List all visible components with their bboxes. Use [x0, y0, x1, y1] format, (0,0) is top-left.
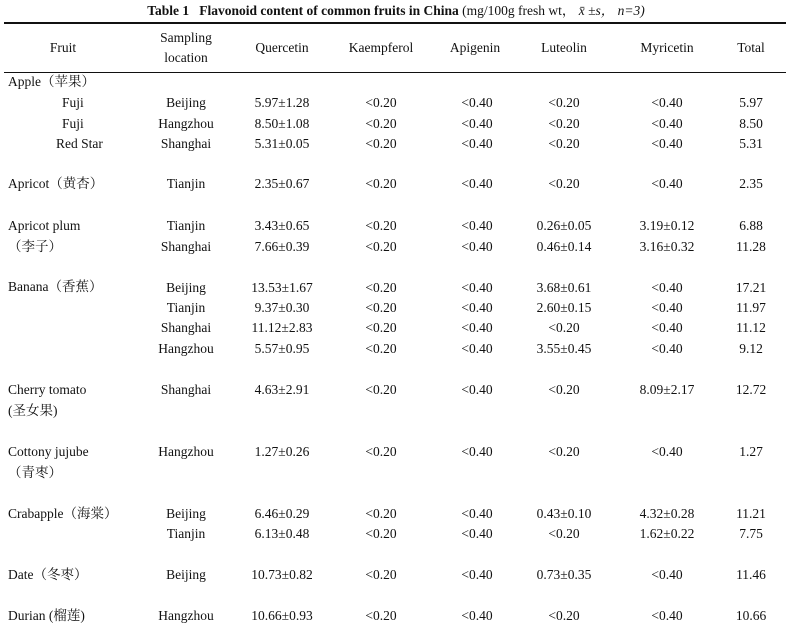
cell-fruit: Banana（香蕉）: [8, 279, 103, 294]
cell-luteolin: <0.20: [548, 382, 580, 397]
header-location: [160, 28, 212, 68]
cell-luteolin: 2.60±0.15: [536, 300, 592, 315]
cell-myricetin: 3.16±0.32: [639, 239, 695, 254]
cell-apigenin: <0.40: [461, 239, 493, 254]
cell-luteolin: <0.20: [548, 95, 580, 110]
cell-location: Tianjin: [166, 526, 206, 541]
cell-total: 10.66: [735, 608, 767, 623]
cell-quercetin: 11.12±2.83: [251, 320, 313, 335]
cell-apigenin: <0.40: [461, 526, 493, 541]
cell-apigenin: <0.40: [461, 218, 493, 233]
cell-total: 17.21: [735, 280, 767, 295]
cell-myricetin: <0.40: [651, 95, 683, 110]
cell-total: 12.72: [735, 382, 767, 397]
cell-luteolin: <0.20: [548, 444, 580, 459]
cell-luteolin: 0.46±0.14: [536, 239, 592, 254]
cell-luteolin: 3.55±0.45: [536, 341, 592, 356]
header-bottom-rule: [4, 72, 786, 73]
cell-location: Shanghai: [160, 239, 212, 254]
cell-apigenin: <0.40: [461, 116, 493, 131]
cell-location: Hangzhou: [158, 444, 214, 459]
cell-location: Beijing: [166, 567, 206, 582]
cell-location: Tianjin: [166, 300, 206, 315]
cell-kaempferol: <0.20: [365, 382, 397, 397]
cell-myricetin: <0.40: [651, 136, 683, 151]
cell-fruit: Cherry tomato: [8, 382, 87, 397]
cell-location: Beijing: [166, 506, 206, 521]
cell-location: Beijing: [166, 95, 206, 110]
cell-apigenin: <0.40: [461, 382, 493, 397]
cell-fruit: Fuji: [62, 116, 84, 131]
header-kaempferol: Kaempferol: [348, 40, 414, 55]
table-caption: [0, 0, 792, 20]
cell-quercetin: 8.50±1.08: [254, 116, 310, 131]
caption-title: Flavonoid content of common fruits in China: [199, 3, 459, 18]
cell-location: Hangzhou: [158, 341, 214, 356]
cell-total: 5.31: [739, 136, 763, 151]
cell-kaempferol: <0.20: [365, 136, 397, 151]
caption-stat: x̄ ±s，: [578, 3, 615, 18]
cell-luteolin: <0.20: [548, 526, 580, 541]
cell-apigenin: <0.40: [461, 176, 493, 191]
cell-apigenin: <0.40: [461, 608, 493, 623]
cell-location: Shanghai: [160, 136, 212, 151]
cell-kaempferol: <0.20: [365, 526, 397, 541]
cell-luteolin: 0.26±0.05: [536, 218, 592, 233]
cell-luteolin: <0.20: [548, 136, 580, 151]
cell-kaempferol: <0.20: [365, 320, 397, 335]
cell-fruit: Apricot（黄杏）: [8, 176, 104, 191]
cell-quercetin: 6.13±0.48: [254, 526, 310, 541]
cell-luteolin: <0.20: [548, 320, 580, 335]
cell-total: 11.12: [736, 320, 766, 335]
cell-quercetin: 1.27±0.26: [254, 444, 310, 459]
cell-quercetin: 5.31±0.05: [254, 136, 310, 151]
cell-total: 7.75: [739, 526, 763, 541]
cell-luteolin: <0.20: [548, 608, 580, 623]
cell-fruit: （青枣）: [8, 465, 62, 480]
cell-luteolin: 0.43±0.10: [536, 506, 592, 521]
cell-myricetin: 1.62±0.22: [639, 526, 695, 541]
cell-myricetin: <0.40: [651, 444, 683, 459]
header-location-line1: Sampling: [160, 30, 212, 45]
cell-quercetin: 7.66±0.39: [254, 239, 310, 254]
cell-total: 9.12: [739, 341, 763, 356]
cell-kaempferol: <0.20: [365, 176, 397, 191]
cell-kaempferol: <0.20: [365, 300, 397, 315]
cell-fruit: Apple（苹果）: [8, 74, 95, 89]
cell-location: Beijing: [166, 280, 206, 295]
header-luteolin: Luteolin: [541, 40, 587, 55]
cell-myricetin: <0.40: [651, 608, 683, 623]
cell-location: Hangzhou: [158, 608, 214, 623]
cell-quercetin: 5.57±0.95: [254, 341, 310, 356]
cell-myricetin: <0.40: [651, 116, 683, 131]
cell-quercetin: 10.66±0.93: [251, 608, 313, 623]
cell-location: Tianjin: [166, 176, 206, 191]
table-top-rule: [4, 22, 786, 24]
cell-luteolin: 3.68±0.61: [536, 280, 592, 295]
cell-apigenin: <0.40: [461, 444, 493, 459]
header-total: Total: [737, 40, 765, 55]
caption-label: Table 1: [147, 3, 190, 18]
cell-fruit: Durian (榴莲): [8, 608, 85, 623]
cell-total: 11.46: [736, 567, 766, 582]
cell-apigenin: <0.40: [461, 300, 493, 315]
cell-apigenin: <0.40: [461, 136, 493, 151]
cell-fruit: Red Star: [56, 136, 103, 151]
cell-quercetin: 6.46±0.29: [254, 506, 310, 521]
cell-myricetin: <0.40: [651, 320, 683, 335]
cell-quercetin: 13.53±1.67: [251, 280, 313, 295]
header-apigenin: Apigenin: [449, 40, 501, 55]
cell-quercetin: 5.97±1.28: [254, 95, 310, 110]
caption-n: n=3): [617, 3, 645, 18]
cell-total: 6.88: [739, 218, 763, 233]
cell-luteolin: <0.20: [548, 116, 580, 131]
cell-fruit: （李子）: [8, 239, 62, 254]
cell-total: 1.27: [739, 444, 763, 459]
cell-total: 8.50: [739, 116, 763, 131]
cell-total: 2.35: [739, 176, 763, 191]
header-quercetin: Quercetin: [255, 40, 309, 55]
cell-total: 11.28: [736, 239, 766, 254]
cell-quercetin: 2.35±0.67: [254, 176, 310, 191]
cell-myricetin: <0.40: [651, 176, 683, 191]
header-fruit: Fruit: [49, 40, 77, 55]
cell-myricetin: 8.09±2.17: [639, 382, 695, 397]
cell-apigenin: <0.40: [461, 341, 493, 356]
cell-myricetin: 3.19±0.12: [639, 218, 695, 233]
cell-apigenin: <0.40: [461, 95, 493, 110]
cell-myricetin: 4.32±0.28: [639, 506, 695, 521]
cell-luteolin: <0.20: [548, 176, 580, 191]
cell-myricetin: <0.40: [651, 567, 683, 582]
cell-quercetin: 3.43±0.65: [254, 218, 310, 233]
cell-myricetin: <0.40: [651, 300, 683, 315]
cell-apigenin: <0.40: [461, 567, 493, 582]
cell-kaempferol: <0.20: [365, 444, 397, 459]
cell-kaempferol: <0.20: [365, 608, 397, 623]
cell-fruit: Crabapple（海棠）: [8, 506, 118, 521]
cell-apigenin: <0.40: [461, 506, 493, 521]
cell-location: Hangzhou: [158, 116, 214, 131]
cell-quercetin: 10.73±0.82: [251, 567, 313, 582]
header-myricetin: Myricetin: [640, 40, 694, 55]
cell-location: Shanghai: [160, 382, 212, 397]
cell-fruit: (圣女果): [8, 403, 58, 418]
cell-kaempferol: <0.20: [365, 218, 397, 233]
cell-total: 11.97: [736, 300, 766, 315]
cell-kaempferol: <0.20: [365, 567, 397, 582]
cell-quercetin: 4.63±2.91: [254, 382, 310, 397]
cell-kaempferol: <0.20: [365, 506, 397, 521]
cell-myricetin: <0.40: [651, 341, 683, 356]
cell-kaempferol: <0.20: [365, 280, 397, 295]
cell-quercetin: 9.37±0.30: [254, 300, 310, 315]
cell-kaempferol: <0.20: [365, 116, 397, 131]
cell-location: Shanghai: [160, 320, 212, 335]
cell-total: 5.97: [739, 95, 763, 110]
cell-apigenin: <0.40: [461, 320, 493, 335]
cell-kaempferol: <0.20: [365, 95, 397, 110]
cell-fruit: Apricot plum: [8, 218, 81, 233]
header-location-line2: location: [164, 50, 208, 65]
cell-kaempferol: <0.20: [365, 341, 397, 356]
cell-luteolin: 0.73±0.35: [536, 567, 592, 582]
cell-kaempferol: <0.20: [365, 239, 397, 254]
caption-units: (mg/100g fresh wt，: [462, 3, 576, 18]
cell-location: Tianjin: [166, 218, 206, 233]
cell-fruit: Cottony jujube: [8, 444, 89, 459]
cell-fruit: Date（冬枣）: [8, 567, 88, 582]
cell-apigenin: <0.40: [461, 280, 493, 295]
cell-total: 11.21: [736, 506, 766, 521]
cell-fruit: Fuji: [62, 95, 84, 110]
cell-myricetin: <0.40: [651, 280, 683, 295]
